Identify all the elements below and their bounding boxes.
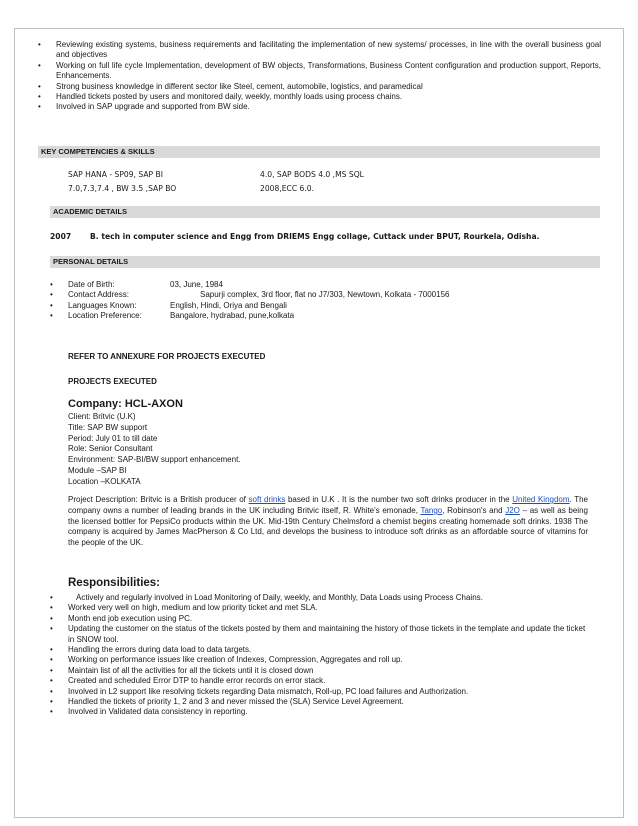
j2o-link[interactable]: J2O — [505, 505, 520, 515]
location-value: Bangalore, hydrabad, pune,kolkata — [170, 311, 295, 321]
list-item: • Updating the customer on the status of the tickets posted by them and maintaining the history of those tickets in the template and update the ticket in SNOW tool. — [50, 624, 590, 645]
description-text: – as well as being the licensed bottler for PepsiCo products within the UK. Mid-19th Century Chelmsford a chemist begins creating homemade soft drinks. 1938 The company is acquired by James MacPherson & Co Ltd, and develops the business to introduce soft drinks as an affordable source of vitamins for the people of the UK. — [68, 505, 588, 548]
academic-heading: ACADEMIC DETAILS — [50, 206, 600, 218]
dob-value: 03, June, 1984 — [170, 280, 223, 289]
refer-annexure-heading: REFER TO ANNEXURE FOR PROJECTS EXECUTED — [68, 352, 266, 361]
academic-year: 2007 — [50, 232, 72, 241]
list-item: • Working on full life cycle Implementation, development of BW objects, Transformations, Business Content configuration and production support, Reports, Enhancements. — [38, 61, 601, 82]
company-details — [68, 412, 241, 488]
list-item: • Involved in Validated data consistency in reporting. — [50, 707, 590, 717]
top-bullet-list — [38, 40, 601, 113]
module-line: Module –SAP BI — [68, 465, 127, 475]
personal-details-list — [50, 280, 600, 322]
list-item — [50, 311, 600, 321]
list-item: • Reviewing existing systems, business requirements and facilitating the implementation of new systems/ processes, in line with the overall business goal and objectives — [38, 40, 601, 61]
company-heading: Company: HCL-AXON — [68, 398, 183, 410]
list-item: • Handled the tickets of priority 1, 2 and 3 and never missed the (SLA) Service Level Agreement. — [50, 697, 590, 707]
responsibilities-heading: Responsibilities: — [68, 577, 161, 589]
key-competencies-heading: KEY COMPETENCIES & SKILLS — [38, 146, 600, 158]
responsibilities-list — [50, 593, 590, 718]
address-label: Contact Address: — [68, 290, 129, 300]
list-item — [50, 290, 600, 300]
list-item — [50, 280, 600, 290]
list-item: • Involved in L2 support like resolving tickets regarding Data mismatch, Roll-up, PC load failures and Authorization. — [50, 687, 590, 697]
list-item: • Working on performance issues like creation of Indexes, Compression, Aggregates and roll up. — [50, 655, 590, 665]
list-item: • Handling the errors during data load to data targets. — [50, 645, 590, 655]
period-line: Period: July 01 to till date — [68, 433, 158, 443]
description-text: , Robinson's and — [442, 505, 506, 515]
projects-executed-heading: PROJECTS EXECUTED — [68, 377, 157, 386]
list-item: • Handled tickets posted by users and monitored daily, weekly, monthly loads using process chains. — [38, 92, 601, 102]
dob-label: Date of Birth: — [68, 280, 115, 289]
project-description — [68, 495, 588, 549]
environment-line: Environment: SAP-BI/BW support enhancement. — [68, 455, 241, 465]
list-item: • Created and scheduled Error DTP to handle error records on error stack. — [50, 676, 590, 686]
skills-col1-line2: 7.0,7.3,7.4 , BW 3.5 ,SAP BO — [68, 184, 177, 193]
united-kingdom-link[interactable]: United Kingdom — [512, 495, 570, 504]
description-text: based in U.K . It is the number two soft drinks producer in the — [285, 495, 513, 504]
role-line: Role: Senior Consultant — [68, 444, 153, 454]
skills-col2-line1: 4.0, SAP BODS 4.0 ,MS SQL — [260, 170, 364, 179]
skills-col2-line2: 2008,ECC 6.0. — [260, 184, 315, 193]
title-line: Title: SAP BW support — [68, 422, 148, 432]
location-label: Location Preference: — [68, 311, 142, 321]
list-item: • Strong business knowledge in different sector like Steel, cement, automobile, logistics, and paramedical — [38, 82, 601, 92]
list-item: • Month end job execution using PC. — [50, 614, 590, 624]
client-line: Client: Britvic (U.K) — [68, 412, 136, 421]
list-item: • Worked very well on high, medium and low priority ticket and met SLA. — [50, 603, 590, 613]
description-text: Project Description: Britvic is a British producer of — [68, 495, 249, 504]
personal-heading: PERSONAL DETAILS — [50, 256, 600, 268]
list-item: • Actively and regularly involved in Load Monitoring of Daily, weekly, and Monthly, Data Loads using Process Chains. — [50, 593, 590, 603]
languages-label: Languages Known: — [68, 300, 137, 310]
list-item: • Maintain list of all the activities for all the tickets until it is closed down — [50, 666, 590, 676]
tango-link[interactable]: Tango — [420, 505, 443, 515]
description-text: . The company owns a number of leading brands in the UK including Britvic itself, R. White's emonade, — [68, 495, 589, 515]
skills-col1-line1: SAP HANA - SP09, SAP BI — [68, 170, 163, 179]
soft-drinks-link[interactable]: soft drinks — [248, 495, 286, 504]
list-item: • Involved in SAP upgrade and supported from BW side. — [38, 102, 601, 112]
languages-value: English, Hindi, Oriya and Bengali — [170, 300, 287, 310]
address-value: Sapurji complex, 3rd floor, flat no J7/303, Newtown, Kolkata - 7000156 — [200, 290, 450, 300]
list-item — [50, 301, 600, 311]
location-line: Location –KOLKATA — [68, 476, 141, 486]
academic-degree: B. tech in computer science and Engg from DRIEMS Engg collage, Cuttack under BPUT, Rourkela, Odisha. — [90, 232, 540, 241]
